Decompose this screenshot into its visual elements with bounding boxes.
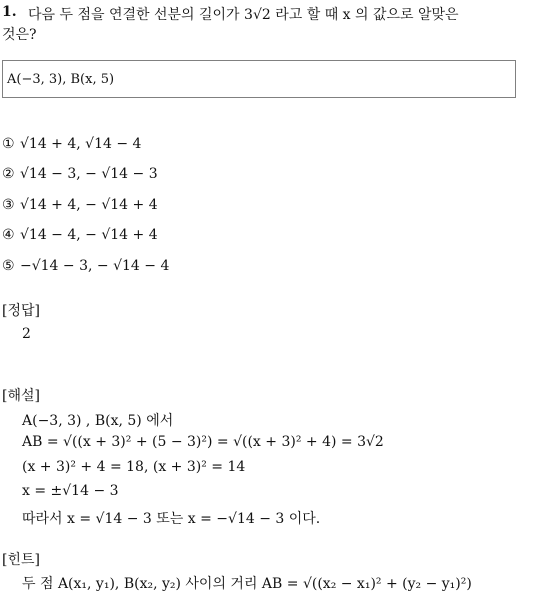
explanation-line-3: (x + 3)² + 4 = 18, (x + 3)² = 14 [22, 459, 246, 475]
explanation-line-5: 따라서 x = √14 − 3 또는 x = −√14 − 3 이다. [22, 511, 321, 527]
hint-label: [힌트] [2, 552, 40, 568]
explanation-line-1: A(−3, 3) , B(x, 5) 에서 [22, 413, 174, 429]
option-5-text: −√14 − 3, − √14 − 4 [20, 258, 170, 274]
option-4[interactable] [2, 227, 158, 243]
option-5[interactable] [2, 258, 169, 274]
question-stem-line1: 다음 두 점을 연결한 선분의 길이가 3√2 라고 할 때 x 의 값으로 알맞은 [28, 7, 459, 23]
answer-value: 2 [22, 326, 31, 342]
option-1[interactable] [2, 136, 141, 152]
option-1-text: √14 + 4, √14 − 4 [20, 136, 142, 152]
option-4-mark: ④ [2, 227, 15, 243]
option-1-mark: ① [2, 136, 15, 152]
option-3[interactable] [2, 197, 158, 213]
option-2-mark: ② [2, 166, 15, 182]
hint-text: 두 점 A(x₁, y₁), B(x₂, y₂) 사이의 거리 AB = √((x₂ − x₁)² + (y₂ − y₁)²) [22, 576, 472, 592]
given-points-box [2, 60, 516, 98]
question-stem-line2: 것은? [2, 27, 37, 43]
option-3-text: √14 + 4, − √14 + 4 [20, 197, 158, 213]
answer-label: [정답] [2, 303, 40, 319]
option-3-mark: ③ [2, 197, 15, 213]
explanation-line-4: x = ±√14 − 3 [22, 483, 119, 499]
explanation-line-2: AB = √((x + 3)² + (5 − 3)²) = √((x + 3)² + 4) = 3√2 [22, 434, 384, 450]
explanation-label: [해설] [2, 388, 40, 404]
question-number: 1. [2, 4, 17, 20]
option-4-text: √14 − 4, − √14 + 4 [20, 227, 158, 243]
given-points-text: A(−3, 3), B(x, 5) [7, 72, 115, 87]
option-2-text: √14 − 3, − √14 − 3 [20, 166, 158, 182]
option-5-mark: ⑤ [2, 258, 15, 274]
option-2[interactable] [2, 166, 158, 182]
